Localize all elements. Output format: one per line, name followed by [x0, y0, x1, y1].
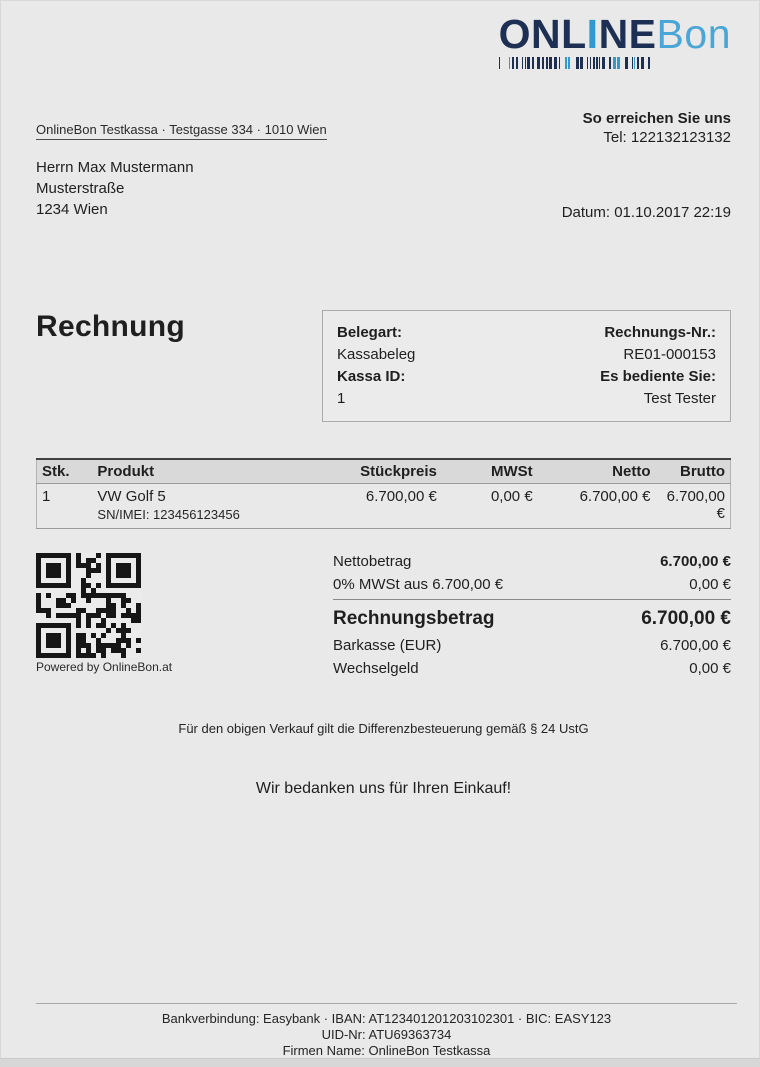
item-product-name: VW Golf 5 [97, 488, 166, 505]
invoice-meta-box [322, 310, 731, 422]
qr-block [36, 553, 333, 683]
footer-company-line: Firmen Name: OnlineBon Testkassa [282, 1043, 491, 1058]
col-header-produkt: Produkt [92, 459, 282, 484]
contact-block [562, 109, 731, 222]
address-block [36, 121, 327, 222]
meta-column-right [600, 322, 716, 410]
meta-value-kassa-id: 1 [337, 390, 346, 407]
total-row-netto [333, 553, 731, 571]
logo-wordmark [498, 11, 657, 57]
meta-value-rechnungs-nr: RE01-000153 [623, 346, 716, 363]
col-header-stueckpreis: Stückpreis [282, 459, 442, 484]
qr-code-icon [36, 553, 333, 658]
meta-label-belegart: Belegart: [337, 324, 403, 341]
logo-text-accent-i: I [586, 11, 599, 57]
footer-bank-line: Bankverbindung: Easybank · IBAN: AT123401201203102301 · BIC: EASY123 [161, 1011, 612, 1026]
meta-label-kassa-id: Kassa ID: [337, 368, 406, 385]
table-header-row [37, 459, 731, 484]
col-header-mwst: MWSt [442, 459, 538, 484]
item-gross: 6.700,00 € [666, 488, 725, 522]
recipient-city: 1234 Wien [36, 201, 108, 218]
tax-note: Für den obigen Verkauf gilt die Differenzbesteuerung gemäß § 24 UstG [178, 721, 589, 736]
totals-block [333, 553, 731, 683]
total-value: 6.700,00 € [660, 553, 731, 570]
barcode-icon [499, 57, 657, 69]
col-header-brutto: Brutto [655, 459, 730, 484]
qr-caption: Powered by OnlineBon.at [36, 660, 173, 674]
recipient-street: Musterstraße [36, 180, 125, 197]
thank-you-message: Wir bedanken uns für Ihren Einkauf! [255, 780, 512, 797]
total-value: 0,00 € [689, 576, 731, 593]
meta-value-bediente: Test Tester [643, 390, 716, 407]
item-qty: 1 [42, 488, 51, 505]
total-row-rechnungsbetrag [333, 599, 731, 630]
recipient-name: Herrn Max Mustermann [36, 159, 194, 176]
total-label: 0% MWSt aus 6.700,00 € [333, 576, 504, 593]
total-row-wechselgeld [333, 660, 731, 678]
page-title: Rechnung [36, 310, 186, 343]
total-label: Rechnungsbetrag [333, 608, 495, 629]
total-value: 6.700,00 € [660, 637, 731, 654]
items-table [36, 458, 731, 529]
total-label: Nettobetrag [333, 553, 412, 570]
meta-column-left [337, 322, 415, 410]
logo-text-bon: Bon [656, 11, 731, 57]
footer-divider [36, 1003, 737, 1004]
total-value: 0,00 € [689, 660, 731, 677]
meta-value-belegart: Kassabeleg [337, 346, 416, 363]
sender-line: OnlineBon Testkassa · Testgasse 334 · 1010 Wien [36, 122, 327, 140]
footer [36, 1003, 737, 1059]
item-net: 6.700,00 € [579, 488, 651, 505]
logo-text-dark-1: ONL [498, 11, 587, 57]
item-vat: 0,00 € [490, 488, 533, 505]
total-row-barkasse [333, 637, 731, 655]
col-header-netto: Netto [538, 459, 656, 484]
onlinebon-logo [498, 11, 731, 69]
invoice-date: Datum: 01.10.2017 22:19 [561, 204, 731, 221]
total-label: Barkasse (EUR) [333, 637, 442, 654]
total-row-mwst [333, 576, 731, 594]
meta-label-rechnungs-nr: Rechnungs-Nr.: [604, 324, 716, 341]
page-bottom-edge [0, 1058, 760, 1067]
col-header-stk: Stk. [37, 459, 93, 484]
logo-text-dark-2: NE [598, 11, 657, 57]
recipient-block [36, 157, 327, 220]
footer-uid-line: UID-Nr: ATU69363734 [321, 1027, 452, 1042]
item-product-cell [92, 484, 282, 529]
total-value: 6.700,00 € [641, 608, 731, 629]
table-row [37, 484, 731, 529]
item-product-serial: SN/IMEI: 123456123456 [97, 507, 240, 522]
total-label: Wechselgeld [333, 660, 419, 677]
contact-heading: So erreichen Sie uns [582, 110, 731, 127]
item-unit-price: 6.700,00 € [365, 488, 437, 505]
meta-label-bediente: Es bediente Sie: [600, 368, 716, 385]
contact-phone: Tel: 122132123132 [603, 129, 731, 146]
